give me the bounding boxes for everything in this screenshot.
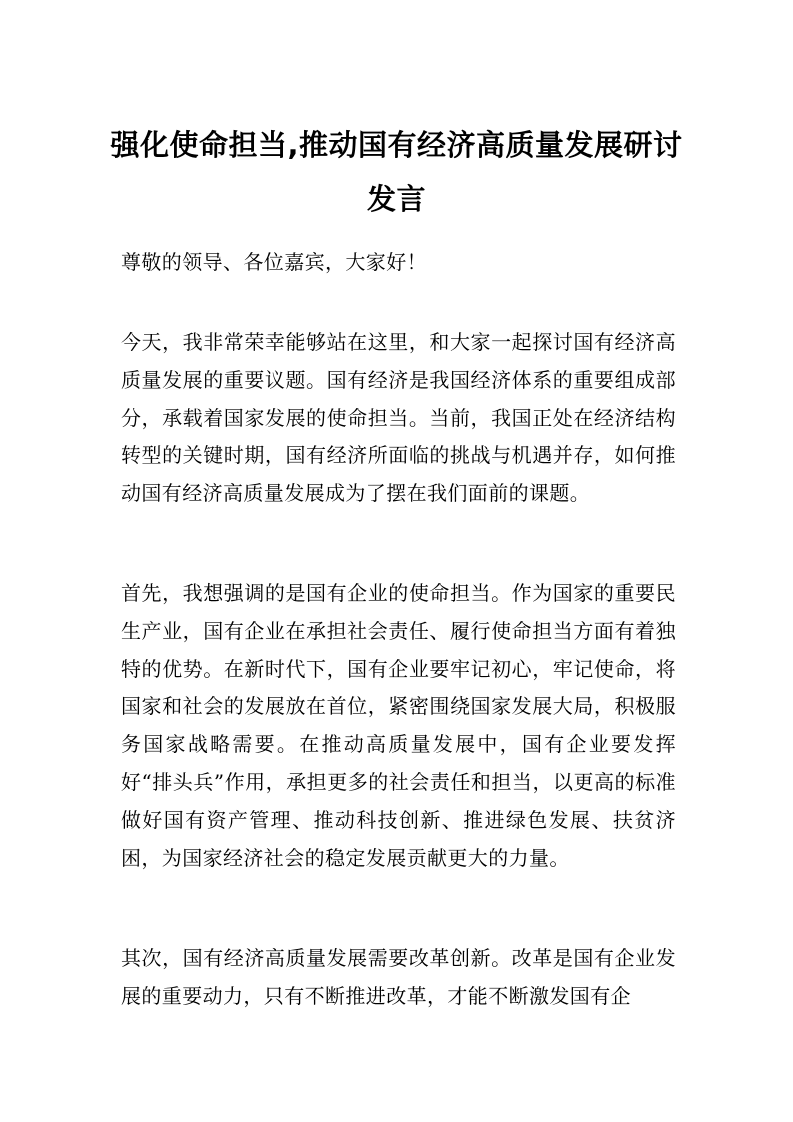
greeting-line: 尊敬的领导、各位嘉宾，大家好！ [121,250,427,274]
paragraph-reform: 其次，国有经济高质量发展需要改革创新。改革是国有企业发展的重要动力，只有不断推进改革，才能不断激发国有企 [121,946,676,1008]
paragraph-mission: 首先，我想强调的是国有企业的使命担当。作为国家的重要民生产业，国有企业在承担社会责任、履行使命担当方面有着独特的优势。在新时代下，国有企业要牢记初心，牢记使命，将国家和社会的发展放在首位，紧密围绕国家发展大局，积极服务国家战略需要。在推动高质量发展中，国有企业要发挥好“排头兵”作用，承担更多的社会责任和担当，以更高的标准做好国有资产管理、推动科技创新、推进绿色发展、扶贫济困，为国家经济社会的稳定发展贡献更大的力量。 [121,581,676,870]
document-title: 强化使命担当,推动国有经济高质量发展研讨发言 [110,128,683,216]
paragraph-introduction: 今天，我非常荣幸能够站在这里，和大家一起探讨国有经济高质量发展的重要议题。国有经济是我国经济体系的重要组成部分，承载着国家发展的使命担当。当前，我国正处在经济结构转型的关键时期，国有经济所面临的挑战与机遇并存，如何推动国有经济高质量发展成为了摆在我们面前的课题。 [121,330,676,506]
